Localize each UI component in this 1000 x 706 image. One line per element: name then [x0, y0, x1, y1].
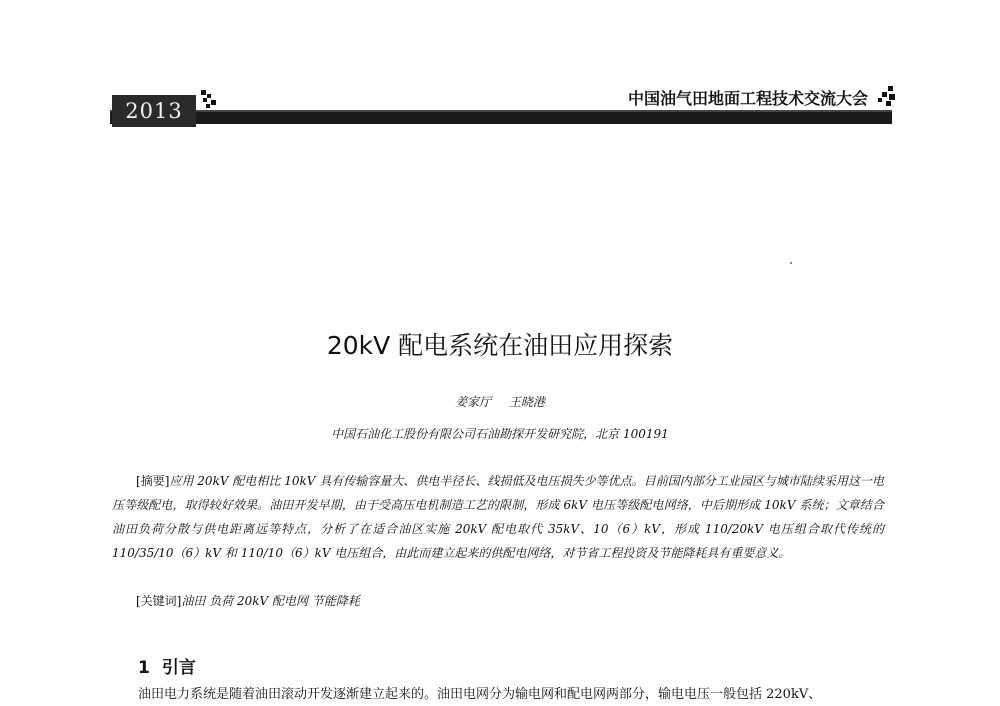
abstract-text: 应用 20kV 配电相比 10kV 具有传输容量大、供电半径长、线损低及电压损失少等优点。目前国内部分工业园区与城市陆续采用这一电压等级配电，取得较好效果。油田开发早期，由于受高压电机制造工艺的限制，形成 6kV 电压等级配电网络，中后期形成 10kV 系统；文章结合油田负荷分散与供电距离远等特点，分析了在适合油区实施 20kV 配电取代 35kV、10（6）kV，形成 110/20kV 电压组合取代传统的 110/35/10（6）kV 和 110/10（6）kV 电压组合，由此而建立起来的供配电网络，对节省工程投资及节能降耗具有重要意义。: [112, 474, 884, 560]
section-number: 1: [138, 658, 150, 678]
conference-title: 中国油气田地面工程技术交流大会: [627, 89, 868, 108]
paper-title: 20kV 配电系统在油田应用探索: [326, 331, 674, 360]
pixel-deco-left-icon: [197, 88, 221, 112]
abstract-label: [摘要]: [136, 474, 170, 488]
body-paragraph: 油田电力系统是随着油田滚动开发逐渐建立起来的。油田电网分为输电网和配电网两部分，输电电压一般包括 220kV、: [138, 687, 822, 702]
keywords: [136, 589, 876, 613]
section-heading: [138, 653, 196, 678]
header-rule: [110, 112, 892, 124]
year-badge: 2013: [112, 95, 196, 127]
scan-dot: [790, 262, 792, 264]
keywords-label: [关键词]: [136, 594, 182, 608]
keywords-text: 油田 负荷 20kV 配电网 节能降耗: [181, 594, 360, 608]
abstract: [112, 469, 884, 565]
pixel-deco-right-icon: [874, 84, 898, 108]
affiliation: 中国石油化工股份有限公司石油勘探开发研究院，北京 100191: [331, 427, 669, 441]
authors: 姜家厅 王晓港: [455, 395, 545, 409]
section-title: 引言: [161, 658, 196, 678]
